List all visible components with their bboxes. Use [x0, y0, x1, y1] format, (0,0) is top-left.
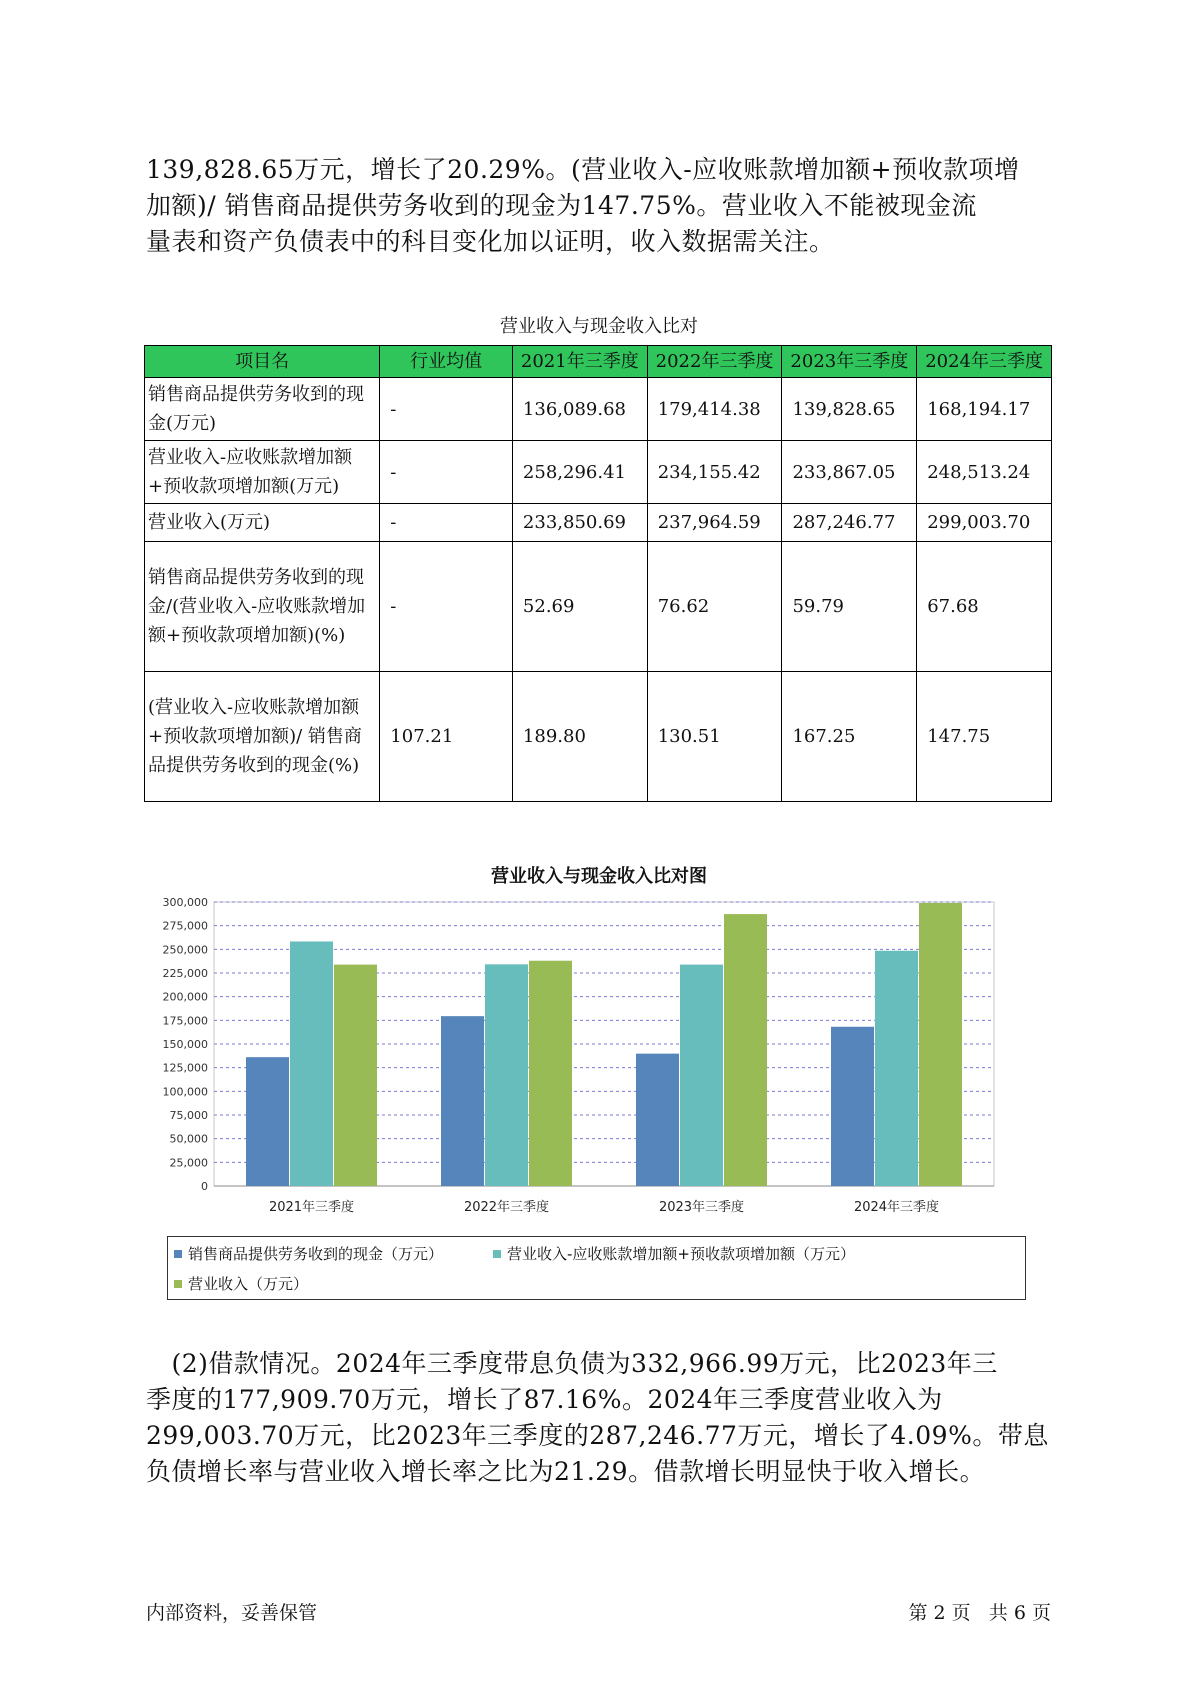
row-label: 营业收入(万元) [145, 504, 380, 542]
y-tick-label: 275,000 [162, 919, 208, 933]
legend-item [174, 1243, 443, 1264]
table-cell: 59.79 [782, 542, 917, 672]
bar [441, 1016, 484, 1186]
table-row [145, 672, 1052, 802]
paragraph-2-line: (2)借款情况。2024年三季度带息负债为332,966.99万元，比2023年三 [146, 1349, 998, 1378]
table-cell: - [380, 504, 513, 542]
paragraph-2-line: 负债增长率与营业收入增长率之比为21.29。借款增长明显快于收入增长。 [146, 1457, 986, 1486]
table-row [145, 542, 1052, 672]
table-cell: 189.80 [512, 672, 647, 802]
x-tick-label: 2021年三季度 [268, 1200, 355, 1215]
y-tick-label: 125,000 [162, 1061, 208, 1075]
table-cell: 234,155.42 [647, 441, 782, 504]
table-cell: 248,513.24 [917, 441, 1052, 504]
row-label: (营业收入-应收账款增加额+预收款项增加额)/ 销售商品提供劳务收到的现金(%) [145, 672, 380, 802]
total-pages: 6 [1013, 1602, 1026, 1624]
table-caption: 营业收入与现金收入比对 [500, 316, 698, 337]
table-cell: 136,089.68 [512, 378, 647, 441]
table-cell: 139,828.65 [782, 378, 917, 441]
legend-swatch [174, 1280, 182, 1288]
bar-chart [158, 898, 1018, 1233]
y-tick-label: 100,000 [162, 1085, 208, 1099]
legend-swatch [174, 1250, 182, 1258]
row-label: 营业收入-应收账款增加额+预收款项增加额(万元) [145, 441, 380, 504]
page-prefix: 第 [908, 1602, 928, 1624]
legend-label: 营业收入-应收账款增加额+预收款项增加额（万元） [507, 1245, 855, 1263]
paragraph-1-line: 139,828.65万元，增长了20.29%。(营业收入-应收账款增加额+预收款项增 [146, 155, 1020, 184]
legend-label: 营业收入（万元） [188, 1275, 309, 1293]
chart-title: 营业收入与现金收入比对图 [491, 866, 707, 887]
bar [636, 1054, 679, 1186]
table-row [145, 504, 1052, 542]
table-header-cell: 2021年三季度 [512, 346, 647, 378]
y-tick-label: 25,000 [169, 1156, 208, 1170]
x-tick-label: 2022年三季度 [463, 1200, 550, 1215]
comparison-table [144, 345, 1052, 802]
row-label: 销售商品提供劳务收到的现金/(营业收入-应收账款增加额+预收款项增加额)(%) [145, 542, 380, 672]
table-cell: 233,850.69 [512, 504, 647, 542]
y-tick-label: 175,000 [162, 1014, 208, 1028]
table-header-cell: 行业均值 [380, 346, 513, 378]
chart-legend [167, 1236, 1026, 1300]
table-header-cell: 2022年三季度 [647, 346, 782, 378]
page-number: 2 [933, 1602, 946, 1624]
x-tick-label: 2023年三季度 [658, 1200, 745, 1215]
total-prefix: 共 [988, 1602, 1008, 1624]
paragraph-1-line: 加额)/ 销售商品提供劳务收到的现金为147.75%。营业收入不能被现金流 [146, 191, 977, 220]
legend-swatch [493, 1250, 501, 1258]
table-header-cell: 2023年三季度 [782, 346, 917, 378]
bar [246, 1057, 289, 1186]
y-tick-label: 200,000 [162, 990, 208, 1004]
table-cell: 167.25 [782, 672, 917, 802]
table-cell: - [380, 542, 513, 672]
bar [831, 1027, 874, 1186]
table-row [145, 441, 1052, 504]
paragraph-2-line: 299,003.70万元，比2023年三季度的287,246.77万元，增长了4.09%。带息 [146, 1421, 1049, 1450]
paragraph-2-line: 季度的177,909.70万元，增长了87.16%。2024年三季度营业收入为 [146, 1385, 943, 1414]
footer-confidential-note: 内部资料，妥善保管 [146, 1602, 318, 1624]
bar [724, 914, 767, 1186]
legend-item [174, 1273, 308, 1294]
table-header-cell: 2024年三季度 [917, 346, 1052, 378]
row-label: 销售商品提供劳务收到的现金(万元) [145, 378, 380, 441]
table-cell: 299,003.70 [917, 504, 1052, 542]
table-cell: 237,964.59 [647, 504, 782, 542]
table-cell: - [380, 378, 513, 441]
legend-label: 销售商品提供劳务收到的现金（万元） [188, 1245, 444, 1263]
bar [919, 903, 962, 1186]
table-cell: 258,296.41 [512, 441, 647, 504]
y-tick-label: 0 [201, 1180, 208, 1193]
table-cell: 168,194.17 [917, 378, 1052, 441]
bar [485, 964, 528, 1186]
table-cell: - [380, 441, 513, 504]
y-tick-label: 225,000 [162, 967, 208, 980]
x-tick-label: 2024年三季度 [853, 1200, 940, 1215]
paragraph-1-line: 量表和资产负债表中的科目变化加以证明，收入数据需关注。 [146, 227, 835, 256]
y-tick-label: 150,000 [162, 1038, 208, 1051]
y-tick-label: 50,000 [169, 1132, 208, 1146]
table-header-cell: 项目名 [145, 346, 380, 378]
table-cell: 107.21 [380, 672, 513, 802]
table-cell: 233,867.05 [782, 441, 917, 504]
bar [875, 951, 918, 1186]
legend-item [493, 1243, 855, 1264]
footer-page-number [908, 1598, 1051, 1625]
y-tick-label: 300,000 [162, 898, 208, 909]
table-cell: 287,246.77 [782, 504, 917, 542]
table-header-row [145, 346, 1052, 378]
table-cell: 130.51 [647, 672, 782, 802]
table-cell: 76.62 [647, 542, 782, 672]
page-suffix: 页 [951, 1602, 971, 1624]
total-suffix: 页 [1031, 1602, 1051, 1624]
paragraph-1 [146, 152, 1052, 260]
bar [529, 961, 572, 1186]
table-cell: 147.75 [917, 672, 1052, 802]
table-cell: 179,414.38 [647, 378, 782, 441]
bar [680, 965, 723, 1186]
bar [334, 965, 377, 1186]
table-cell: 67.68 [917, 542, 1052, 672]
y-tick-label: 250,000 [162, 943, 208, 957]
paragraph-2 [146, 1346, 1052, 1490]
bar [290, 941, 333, 1186]
table-row [145, 378, 1052, 441]
table-cell: 52.69 [512, 542, 647, 672]
y-tick-label: 75,000 [169, 1109, 208, 1122]
